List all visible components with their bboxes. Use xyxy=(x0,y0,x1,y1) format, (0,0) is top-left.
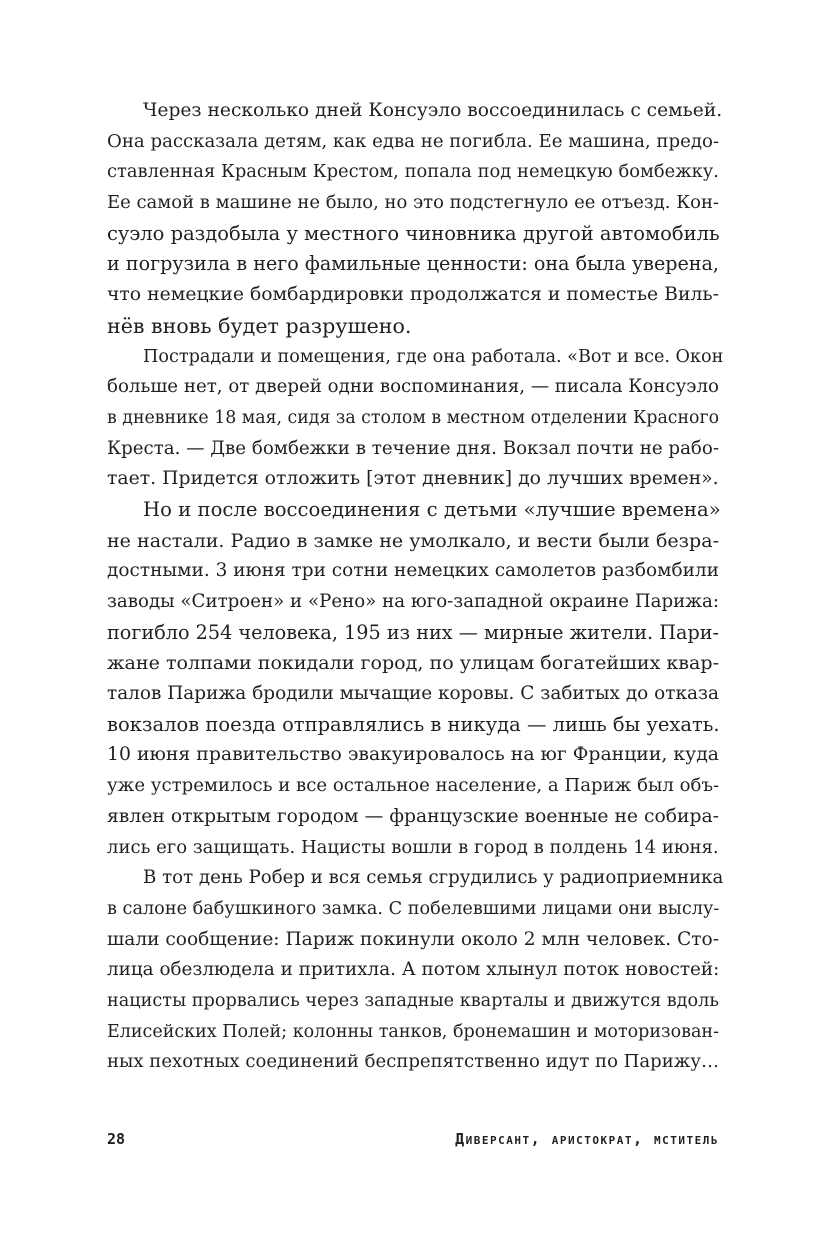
text-line: Она рассказала детям, как едва не погибла. Ее машина, предо- xyxy=(107,130,719,152)
body-text xyxy=(107,96,724,1078)
text-line: погибло 254 человека, 195 из них — мирные жители. Пари- xyxy=(107,620,720,644)
paragraph xyxy=(107,495,719,863)
text-line: талов Парижа бродили мычащие коровы. С забитых до отказа xyxy=(107,683,719,705)
text-line: лись его защищать. Нацисты вошли в город в полдень 14 июня. xyxy=(107,836,719,858)
text-line: в дневнике 18 мая, сидя за столом в местном отделении Красного xyxy=(107,407,719,428)
text-line: явлен открытым городом — французские военные не собира- xyxy=(107,805,719,827)
text-line: 10 июня правительство эвакуировалось на юг Франции, куда xyxy=(107,744,719,766)
text-line: больше нет, от дверей одни воспоминания, — писала Консуэло xyxy=(107,376,719,398)
text-line: и погрузила в него фамильные ценности: она была уверена, xyxy=(107,252,719,276)
text-line: Но и после воссоединения с детьми «лучшие времена» xyxy=(143,497,721,521)
text-line: лица обезлюдела и притихла. А потом хлынул поток новостей: xyxy=(107,959,720,981)
text-line: в салоне бабушкиного замка. С побелевшими лицами они выслу- xyxy=(107,898,720,919)
text-line: Елисейских Полей; колонны танков, бронемашин и моторизован- xyxy=(107,1021,719,1042)
text-line: не настали. Радио в замке не умолкало, и вести были безра- xyxy=(107,529,719,552)
running-title: Диверсант, аристократ, мститель xyxy=(455,1130,719,1148)
text-line: достными. 3 июня три сотни немецких самолетов разбомбили xyxy=(107,560,719,582)
text-line: шали сообщение: Париж покинули около 2 млн человек. Сто- xyxy=(107,928,719,950)
text-line: Пострадали и помещения, где она работала. «Вот и все. Окон xyxy=(143,346,724,367)
text-line: Креста. — Две бомбежки в течение дня. Вокзал почти не рабо- xyxy=(107,437,719,459)
text-line: жане толпами покидали город, по улицам богатейших квар- xyxy=(107,652,720,675)
text-line: Через несколько дней Консуэло воссоединилась с семьей. xyxy=(143,100,723,121)
paragraph xyxy=(107,96,723,342)
paragraph xyxy=(107,342,724,495)
text-line: нёв вновь будет разрушено. xyxy=(107,313,412,338)
page-number: 28 xyxy=(107,1130,126,1148)
text-line: что немецкие бомбардировки продолжатся и поместье Виль- xyxy=(107,284,719,306)
text-line: Ее самой в машине не было, но это подстегнуло ее отъезд. Кон- xyxy=(107,192,719,214)
text-line: ных пехотных соединений беспрепятственно идут по Парижу… xyxy=(107,1051,720,1073)
text-line: ставленная Красным Крестом, попала под немецкую бомбежку. xyxy=(107,161,719,183)
text-line: вокзалов поезда отправлялись в никуда — лишь бы уехать. xyxy=(107,712,720,736)
text-line: тает. Придется отложить [этот дневник] до лучших времен». xyxy=(107,468,719,490)
page-footer xyxy=(107,1130,719,1160)
text-line: уже устремилось и все остальное население, а Париж был объ- xyxy=(107,775,720,797)
text-line: суэло раздобыла у местного чиновника другой автомобиль xyxy=(107,221,720,245)
text-line: В тот день Робер и вся семья сгрудились у радиоприемника xyxy=(143,867,724,889)
text-line: нацисты прорвались через западные кварталы и движутся вдоль xyxy=(107,990,719,1011)
paragraph xyxy=(107,863,724,1078)
text-line: заводы «Ситроен» и «Рено» на юго-западной окраине Парижа: xyxy=(107,591,719,612)
